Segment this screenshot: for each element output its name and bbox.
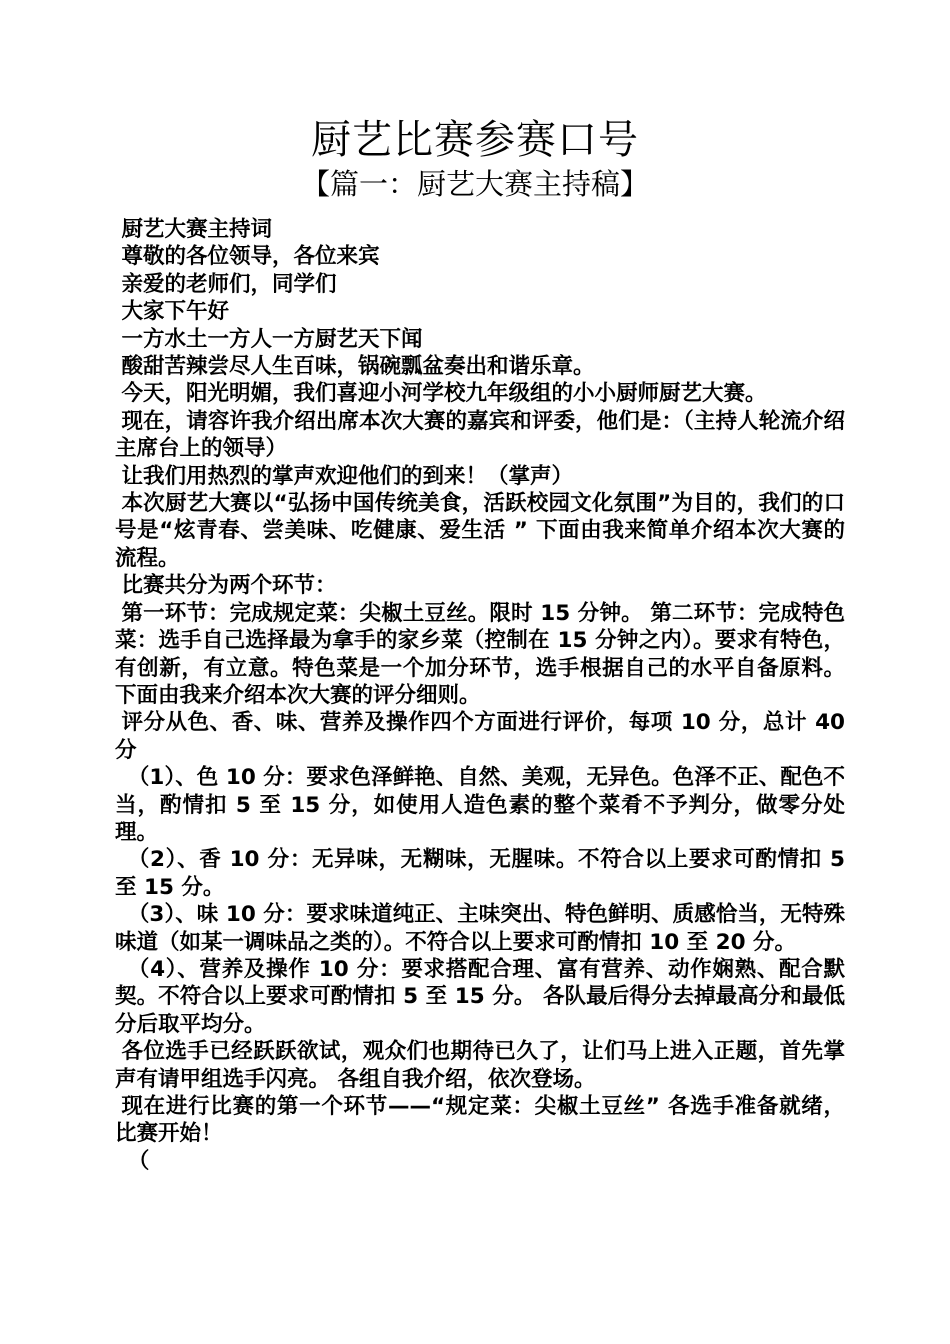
paragraph: 第一环节：完成规定菜：尖椒土豆丝。限时 15 分钟。 第二环节：完成特色菜：选手自己选择最为拿手的家乡菜（控制在 15 分钟之内）。要求有特色，有创新，有立意。特色菜是一个加分环节，选手根据自己的水平自备原料。 下面由我来介绍本次大赛的评分细则。 [115, 600, 845, 708]
paragraph: 比赛共分为两个环节： [121, 573, 337, 599]
paragraph: （3）、味 10 分：要求味道纯正、主味突出、特色鲜明、质感恰当，无特殊味道（如某一调味品之类的）。不符合以上要求可酌情扣 10 至 20 分。 [115, 902, 845, 955]
paragraph: 让我们用热烈的掌声欢迎他们的到来！（掌声） [121, 463, 573, 489]
paragraph: （ [127, 1148, 150, 1174]
document-body [115, 216, 845, 1175]
document-title: 厨艺比赛参赛口号 [311, 117, 639, 163]
paragraph: 大家下午好 [121, 299, 229, 325]
paragraph: 评分从色、香、味、营养及操作四个方面进行评价，每项 10 分，总计 40 分 [115, 710, 845, 763]
paragraph: （4）、营养及操作 10 分：要求搭配合理、富有营养、动作娴熟、配合默契。不符合以上要求可酌情扣 5 至 15 分。 各队最后得分去掉最高分和最低分后取平均分。 [115, 956, 845, 1037]
paragraph: 尊敬的各位领导，各位来宾 [121, 244, 380, 270]
paragraph: 亲爱的老师们，同学们 [121, 271, 337, 297]
paragraph: 今天，阳光明媚，我们喜迎小河学校九年级组的小小厨师厨艺大赛。 [121, 381, 767, 407]
document-subtitle: 【篇一：厨艺大赛主持稿】 [300, 167, 649, 201]
paragraph: （1）、色 10 分：要求色泽鲜艳、自然、美观，无异色。色泽不正、配色不当，酌情扣 5 至 15 分，如使用人造色素的整个菜肴不予判分，做零分处理。 [115, 765, 845, 845]
paragraph: 厨艺大赛主持词 [121, 217, 272, 242]
paragraph: 现在进行比赛的第一个环节——“规定菜：尖椒土豆丝” 各选手准备就绪，比赛开始！ [115, 1094, 845, 1147]
paragraph: 一方水土一方人一方厨艺天下闻 [121, 326, 423, 352]
paragraph: 本次厨艺大赛以“弘扬中国传统美食，活跃校园文化氛围”为目的，我们的口号是“炫青春、尝美味、吃健康、爱生活 ” 下面由我来简单介绍本次大赛的流程。 [115, 491, 845, 571]
paragraph: （2）、香 10 分：无异味，无糊味，无腥味。不符合以上要求可酌情扣 5 至 15 分。 [115, 847, 845, 900]
paragraph: 酸甜苦辣尝尽人生百味，锅碗瓢盆奏出和谐乐章。 [121, 354, 595, 380]
paragraph: 现在，请容许我介绍出席本次大赛的嘉宾和评委，他们是：（主持人轮流介绍主席台上的领导） [115, 408, 845, 462]
paragraph: 各位选手已经跃跃欲试，观众们也期待已久了，让们马上进入正题，首先掌声有请甲组选手闪亮。 各组自我介绍，依次登场。 [115, 1039, 845, 1092]
